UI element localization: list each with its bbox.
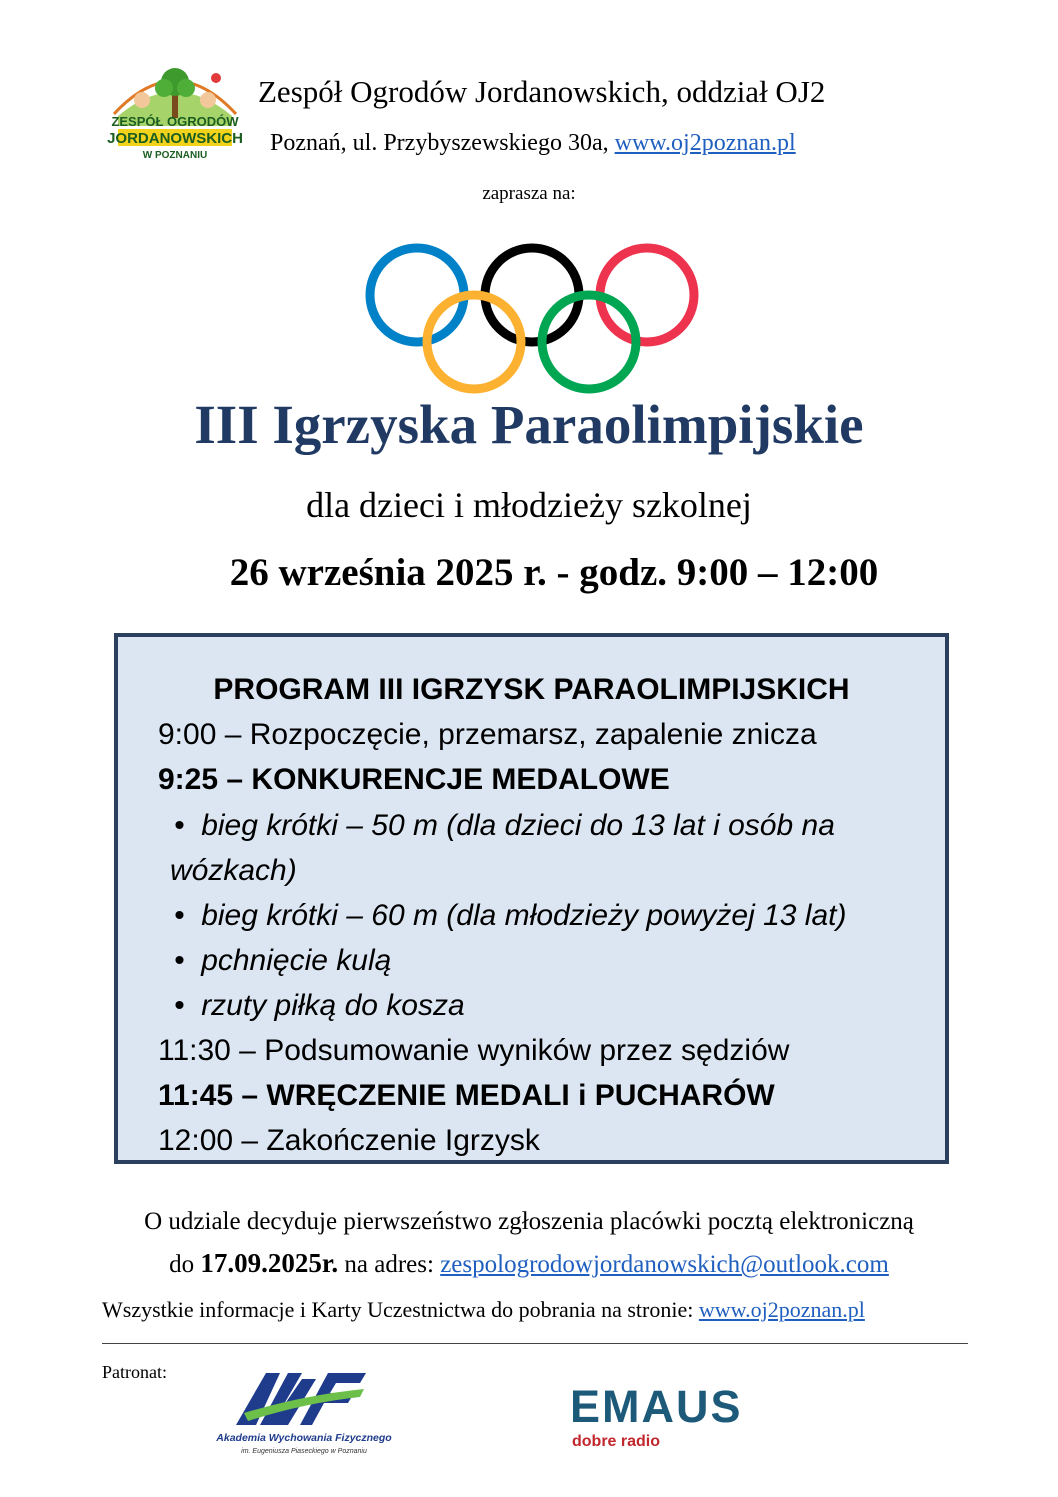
website-link[interactable]: www.oj2poznan.pl (614, 130, 796, 156)
event-title: III Igrzyska Paraolimpijskie (194, 394, 864, 455)
program-item-awards: 11:45 – WRĘCZENIE MEDALI i PUCHARÓW (158, 1079, 775, 1112)
emaus-name: EMAUS (570, 1382, 743, 1432)
invite-text: zaprasza na: (482, 183, 576, 204)
program-item-medal-events: 9:25 – KONKURENCJE MEDALOWE (158, 763, 670, 796)
bullet-text: pchnięcie kulą (201, 944, 392, 977)
logo-line-2: JORDANOWSKICH (107, 130, 243, 147)
footer-website-link[interactable]: www.oj2poznan.pl (698, 1297, 865, 1322)
address-text: Poznań, ul. Przybyszewskiego 30a, (270, 130, 609, 156)
program-title: PROGRAM III IGRZYSK PARAOLIMPIJSKICH (213, 673, 850, 706)
bullet-icon: • (174, 989, 185, 1022)
program-bullet-continuation: wózkach) (170, 854, 297, 887)
green-ring (542, 295, 636, 389)
program-box (114, 633, 949, 1164)
program-bullet-item (174, 983, 465, 1028)
emaus-logo (568, 1382, 778, 1452)
yellow-ring (427, 295, 521, 389)
awf-subname: im. Eugeniusza Piaseckiego w Poznaniu (241, 1448, 367, 1455)
patronage-label: Patronat: (102, 1362, 167, 1382)
olympic-rings-icon (360, 238, 705, 398)
blue-ring (370, 248, 464, 342)
black-ring (485, 248, 579, 342)
bullet-icon: • (174, 809, 185, 842)
program-item: 11:30 – Podsumowanie wyników przez sędziów (158, 1034, 790, 1067)
logo-line-1: ZESPÓŁ OGRODÓW (111, 114, 239, 129)
awf-name: Akademia Wychowania Fizycznego (216, 1432, 392, 1444)
zespol-ogrodow-logo (104, 56, 246, 164)
awf-logo (204, 1365, 404, 1460)
logo-line-3: W POZNANIU (142, 150, 208, 161)
info-text: Wszystkie informacje i Karty Uczestnictwa do pobrania na stronie: (102, 1297, 694, 1322)
email-link[interactable]: zespologrodowjordanowskich@outlook.com (440, 1251, 889, 1278)
registration-note: O udziale decyduje pierwszeństwo zgłoszenia placówki pocztą elektroniczną (144, 1208, 914, 1235)
program-item: 12:00 – Zakończenie Igrzysk (158, 1124, 540, 1157)
organization-name: Zespół Ogrodów Jordanowskich, oddział OJ2 (258, 74, 826, 109)
bullet-text: rzuty piłką do kosza (201, 989, 465, 1022)
emaus-tagline: dobre radio (572, 1433, 661, 1450)
deadline-date: 17.09.2025r. (200, 1248, 339, 1278)
bullet-icon: • (174, 899, 185, 932)
footer-divider (102, 1343, 968, 1344)
event-subtitle: dla dzieci i młodzieży szkolnej (306, 485, 752, 525)
red-ring (600, 248, 694, 342)
address-label: na adres: (344, 1251, 434, 1278)
program-bullet-item (174, 938, 391, 983)
bullet-text: bieg krótki – 50 m (dla dzieci do 13 lat i osób na (201, 809, 835, 842)
deadline-prefix: do (169, 1251, 195, 1278)
program-bullet-item (174, 893, 846, 938)
bullet-icon: • (174, 944, 185, 977)
organization-address (270, 130, 796, 157)
registration-deadline-line (0, 1248, 1058, 1279)
program-item: 9:00 – Rozpoczęcie, przemarsz, zapalenie znicza (158, 718, 817, 751)
program-bullet-item (174, 803, 835, 848)
bullet-text: bieg krótki – 60 m (dla młodzieży powyżej 13 lat) (201, 899, 847, 932)
event-date: 26 września 2025 r. - godz. 9:00 – 12:00 (229, 551, 879, 594)
info-line (102, 1297, 865, 1323)
